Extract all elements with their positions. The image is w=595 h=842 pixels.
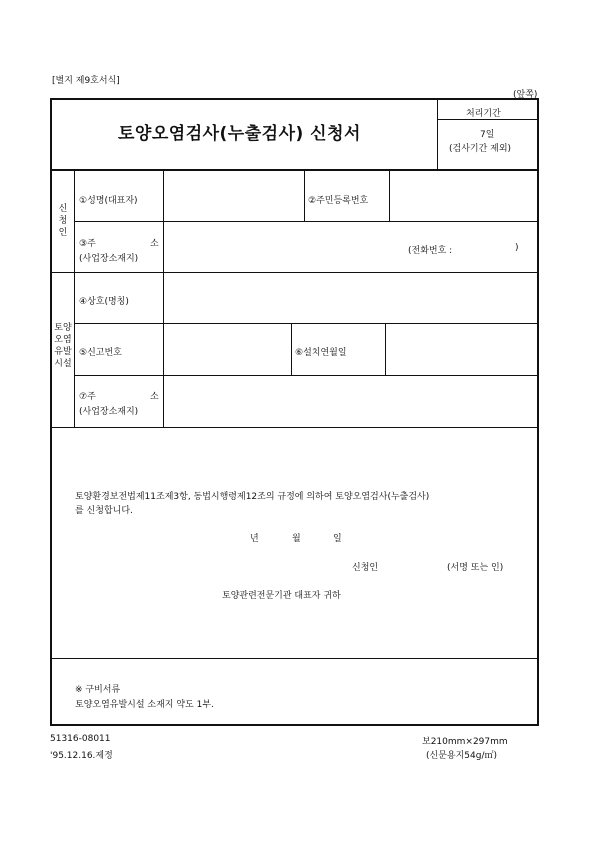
page-side-label: (앞쪽): [513, 90, 538, 100]
date-day-label: 일: [333, 534, 342, 544]
date-month-label: 월: [292, 534, 301, 544]
facility-address-label-a: ⑦주: [79, 392, 96, 402]
facility-address-label-b: 소: [150, 392, 159, 402]
attachments-heading: ※ 구비서류: [75, 685, 121, 695]
facility-address-sub: (사업장소재지): [79, 407, 139, 417]
name-field[interactable]: [166, 174, 300, 218]
facility-section-label: 토양 오염 유발 시설: [54, 323, 72, 369]
date-year-label: 년: [250, 534, 259, 544]
install-date-label: ⑥설치연월일: [295, 348, 347, 358]
id-label-right-divider: [389, 170, 390, 221]
processing-note: (검사기간 제외): [449, 144, 512, 154]
processing-period-label: 처리기간: [466, 109, 501, 119]
applicant-section-label: 신 청 인: [58, 204, 68, 238]
id-number-label: ②주민등록번호: [308, 196, 369, 206]
applicant-address-label-b: 소: [150, 239, 159, 249]
form-code: 51316-08011: [50, 734, 111, 744]
label-column-divider: [163, 170, 164, 428]
name-label: ①성명(대표자): [79, 196, 138, 206]
applicant-sign-field[interactable]: [388, 556, 440, 572]
phone-close: ): [515, 243, 519, 253]
title-divider: [437, 100, 438, 170]
enacted-date: '95.12.16.제정: [50, 751, 113, 761]
facility-section-bottom: [51, 427, 538, 428]
paper-type: (신문용지54g/㎡): [426, 751, 497, 761]
applicant-row-line: [75, 221, 538, 222]
section-column-divider: [74, 170, 75, 428]
statement-line-1: 토양환경보전법제11조제3항, 동법시행령제12조의 규정에 의하여 토양오염검사(누출검사): [75, 492, 430, 502]
form-title: 토양오염검사(누출검사) 신청서: [118, 124, 361, 144]
trade-name-field[interactable]: [166, 276, 535, 320]
title-bottom-line: [51, 169, 538, 171]
facility-address-field[interactable]: [166, 379, 535, 423]
applicant-sign-label: 신청인: [352, 563, 379, 573]
applicant-address-label-a: ③주: [79, 239, 96, 249]
id-label-left-divider: [304, 170, 305, 221]
install-date-field[interactable]: [388, 327, 535, 371]
install-date-right-divider: [385, 324, 386, 375]
applicant-address-field[interactable]: [166, 225, 404, 269]
signature-note: (서명 또는 인): [447, 563, 504, 573]
statement-line-2: 를 신청합니다.: [75, 506, 133, 516]
form-number: [별지 제9호서식]: [52, 76, 120, 86]
phone-field[interactable]: [466, 240, 512, 254]
install-date-left-divider: [291, 324, 292, 375]
report-number-field[interactable]: [166, 327, 287, 371]
applicant-address-sub: (사업장소재지): [79, 254, 139, 264]
facility-row-line-1: [75, 323, 538, 324]
attachments-item: 토양오염유발시설 소재지 약도 1부.: [75, 700, 214, 710]
paper-size: 보210mm×297mm: [422, 737, 508, 747]
processing-days: 7일: [480, 130, 495, 140]
report-number-label: ⑤신고번호: [79, 348, 122, 358]
attachments-top-line: [51, 658, 538, 659]
processing-divider: [437, 119, 538, 120]
recipient-text: 토양관련전문기관 대표자 귀하: [222, 591, 341, 601]
applicant-section-bottom: [51, 272, 538, 273]
phone-label: (전화번호 :: [408, 246, 453, 256]
id-number-field[interactable]: [392, 174, 535, 218]
trade-name-label: ④상호(명칭): [79, 297, 129, 307]
facility-row-line-2: [75, 375, 538, 376]
